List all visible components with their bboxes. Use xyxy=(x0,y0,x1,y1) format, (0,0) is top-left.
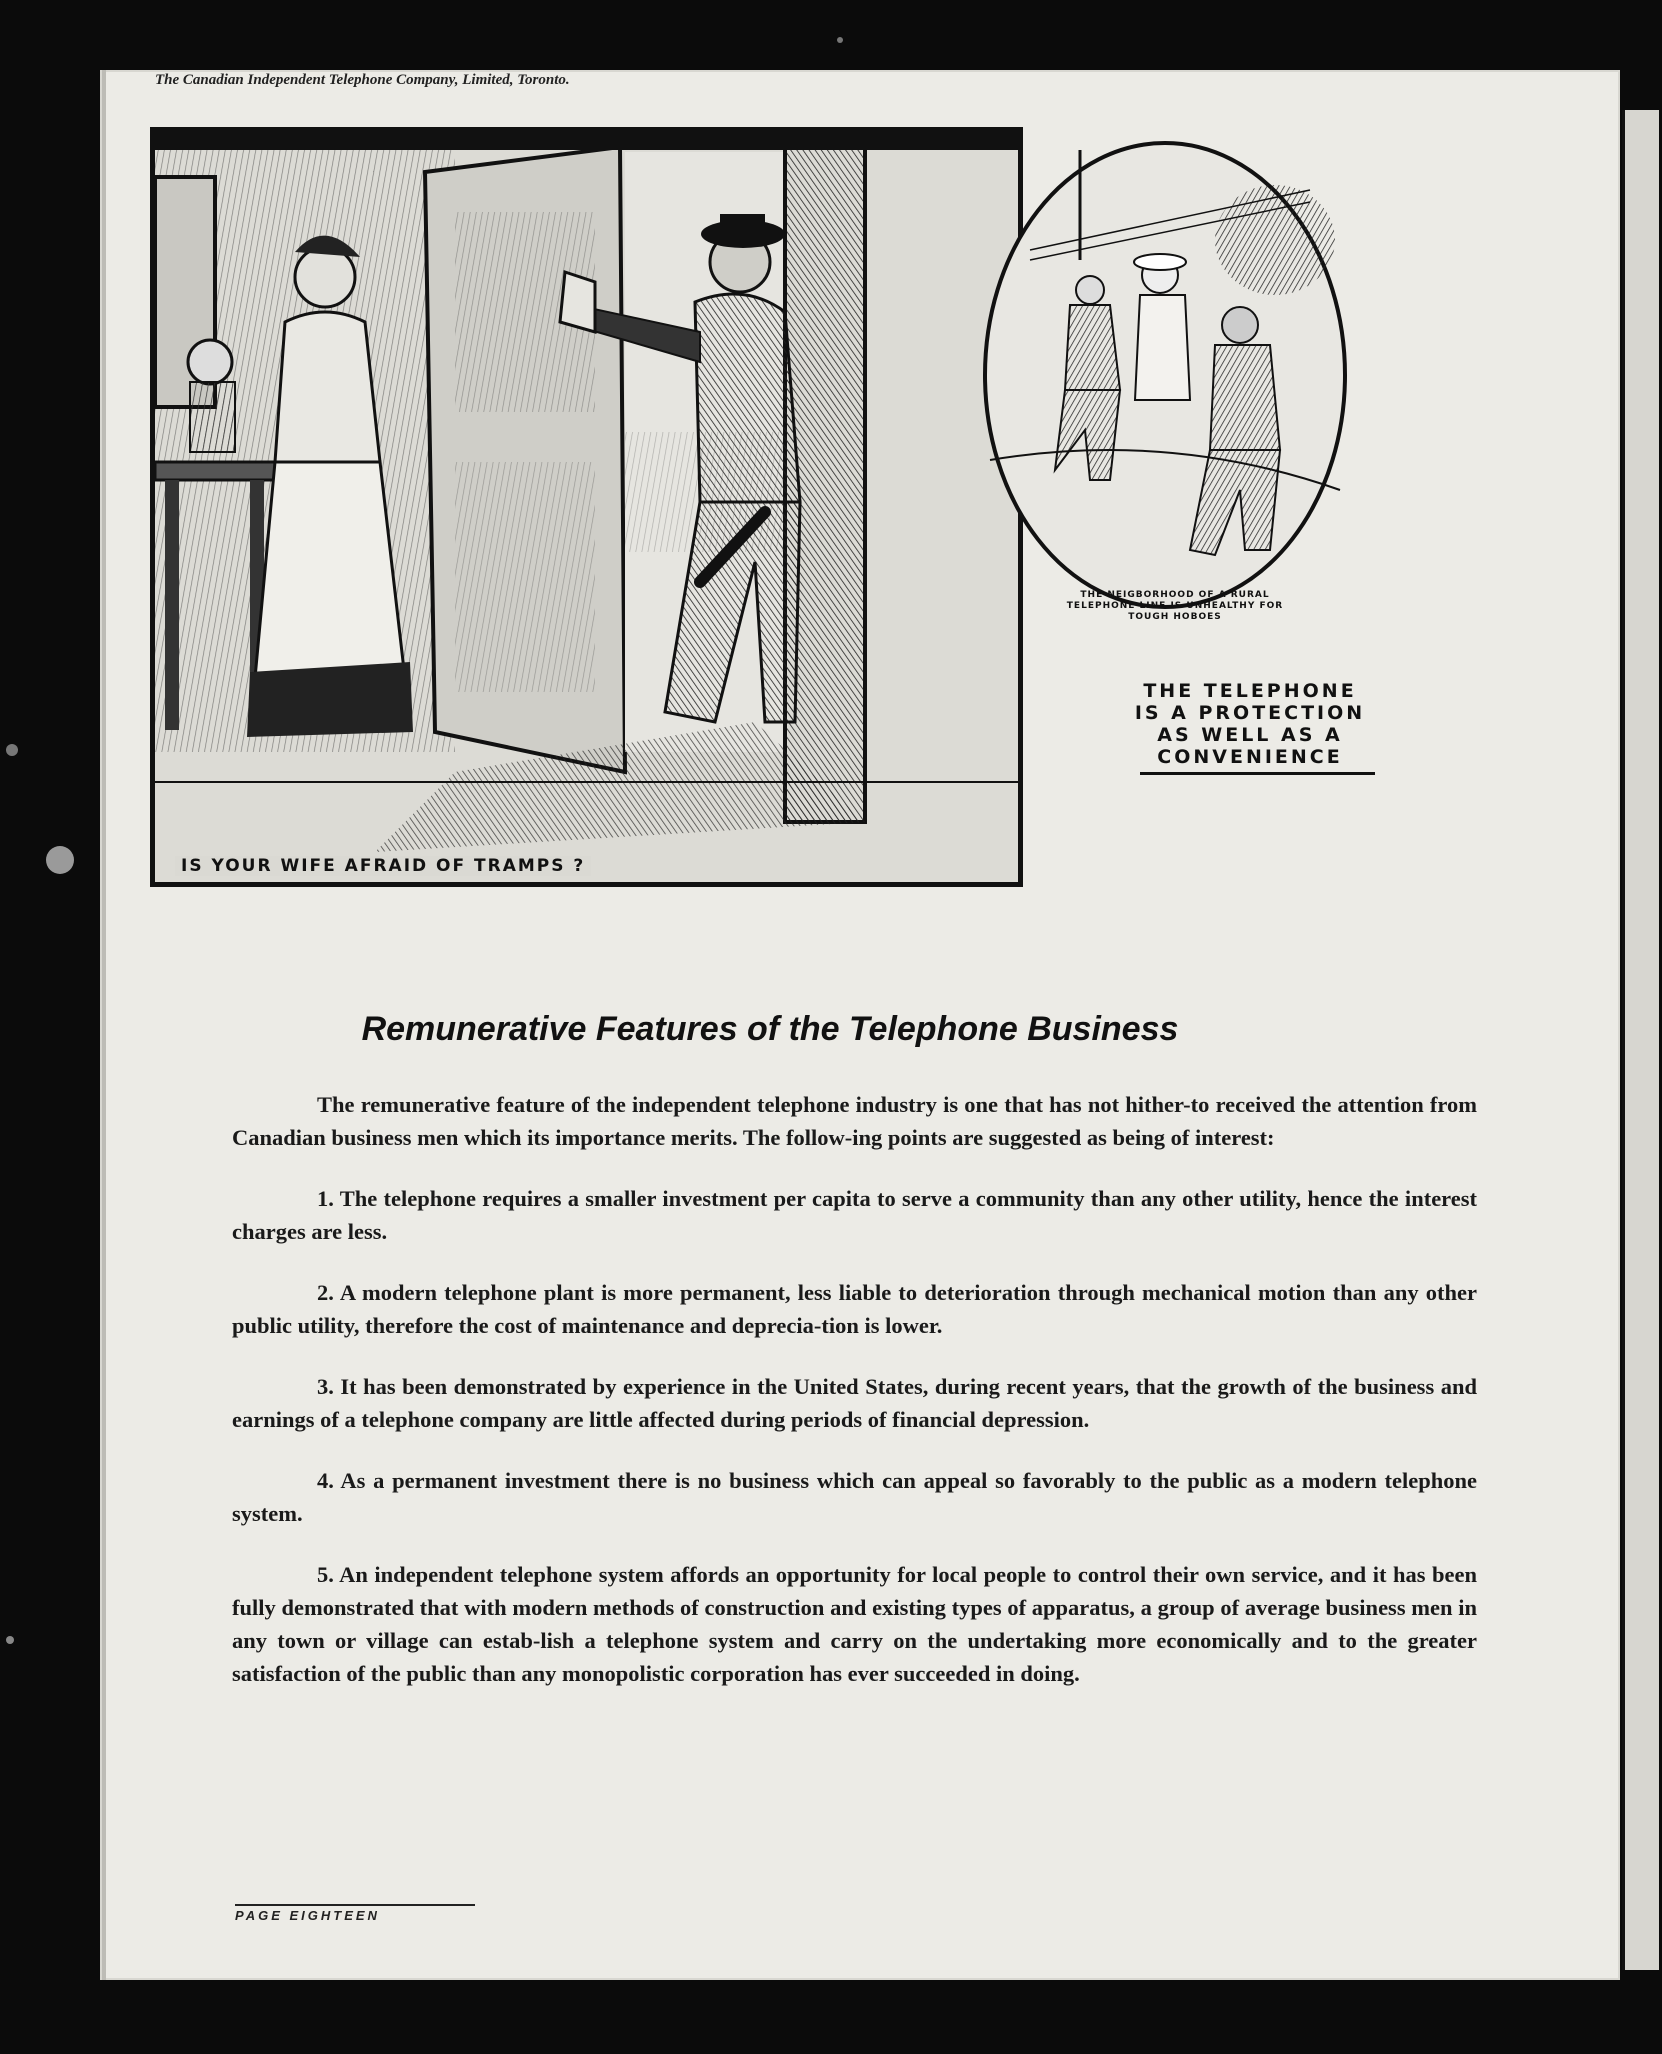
point-paragraph: 4. As a permanent investment there is no business which can appeal so favorably to the public as a modern telephone system. xyxy=(232,1468,1477,1526)
point-paragraph: 3. It has been demonstrated by experience in the United States, during recent years, that the growth of the business and earnings of a telephone company are little affected during periods of financial depression. xyxy=(232,1374,1477,1432)
company-header: The Canadian Independent Telephone Company, Limited, Toronto. xyxy=(155,72,570,88)
point-paragraph: 5. An independent telephone system affords an opportunity for local people to control their own service, and it has been fully demonstrated that with modern methods of construction and existing types of apparatus, a group of average business men in any town or village can estab-lish a telephone system and carry on the undertaking more economically and to the greater satisfaction of the public than any monopolistic corporation has ever succeeded in doing. xyxy=(232,1562,1477,1686)
intro-paragraph: The remunerative feature of the independent telephone industry is one that has not hither-to received the attention from Canadian business men which its importance merits. The follow-ing points are suggested as being of interest: xyxy=(232,1092,1477,1150)
article-title: Remunerative Features of the Telephone Business xyxy=(361,1010,1179,1048)
illustration-caption: IS YOUR WIFE AFRAID OF TRAMPS ? xyxy=(175,856,591,876)
page-number: PAGE EIGHTEEN xyxy=(235,1908,380,1923)
slogan-line-4: CONVENIENCE xyxy=(1157,746,1343,768)
slogan-line-2: IS A PROTECTION xyxy=(1134,702,1366,724)
point-paragraph: 1. The telephone requires a smaller investment per capita to serve a community than any other utility, hence the interest charges are less. xyxy=(232,1186,1477,1244)
point-paragraph: 2. A modern telephone plant is more permanent, less liable to deterioration through mechanical motion than any other public utility, therefore the cost of maintenance and deprecia-tion is lower. xyxy=(232,1280,1477,1338)
medallion-caption: THE NEIGBORHOOD OF A RURAL TELEPHONE LINE IS UNHEALTHY FOR TOUGH HOBOES xyxy=(1066,590,1284,622)
slogan-line-3: AS WELL AS A xyxy=(1157,724,1343,746)
slogan-line-1: THE TELEPHONE xyxy=(1143,680,1357,702)
